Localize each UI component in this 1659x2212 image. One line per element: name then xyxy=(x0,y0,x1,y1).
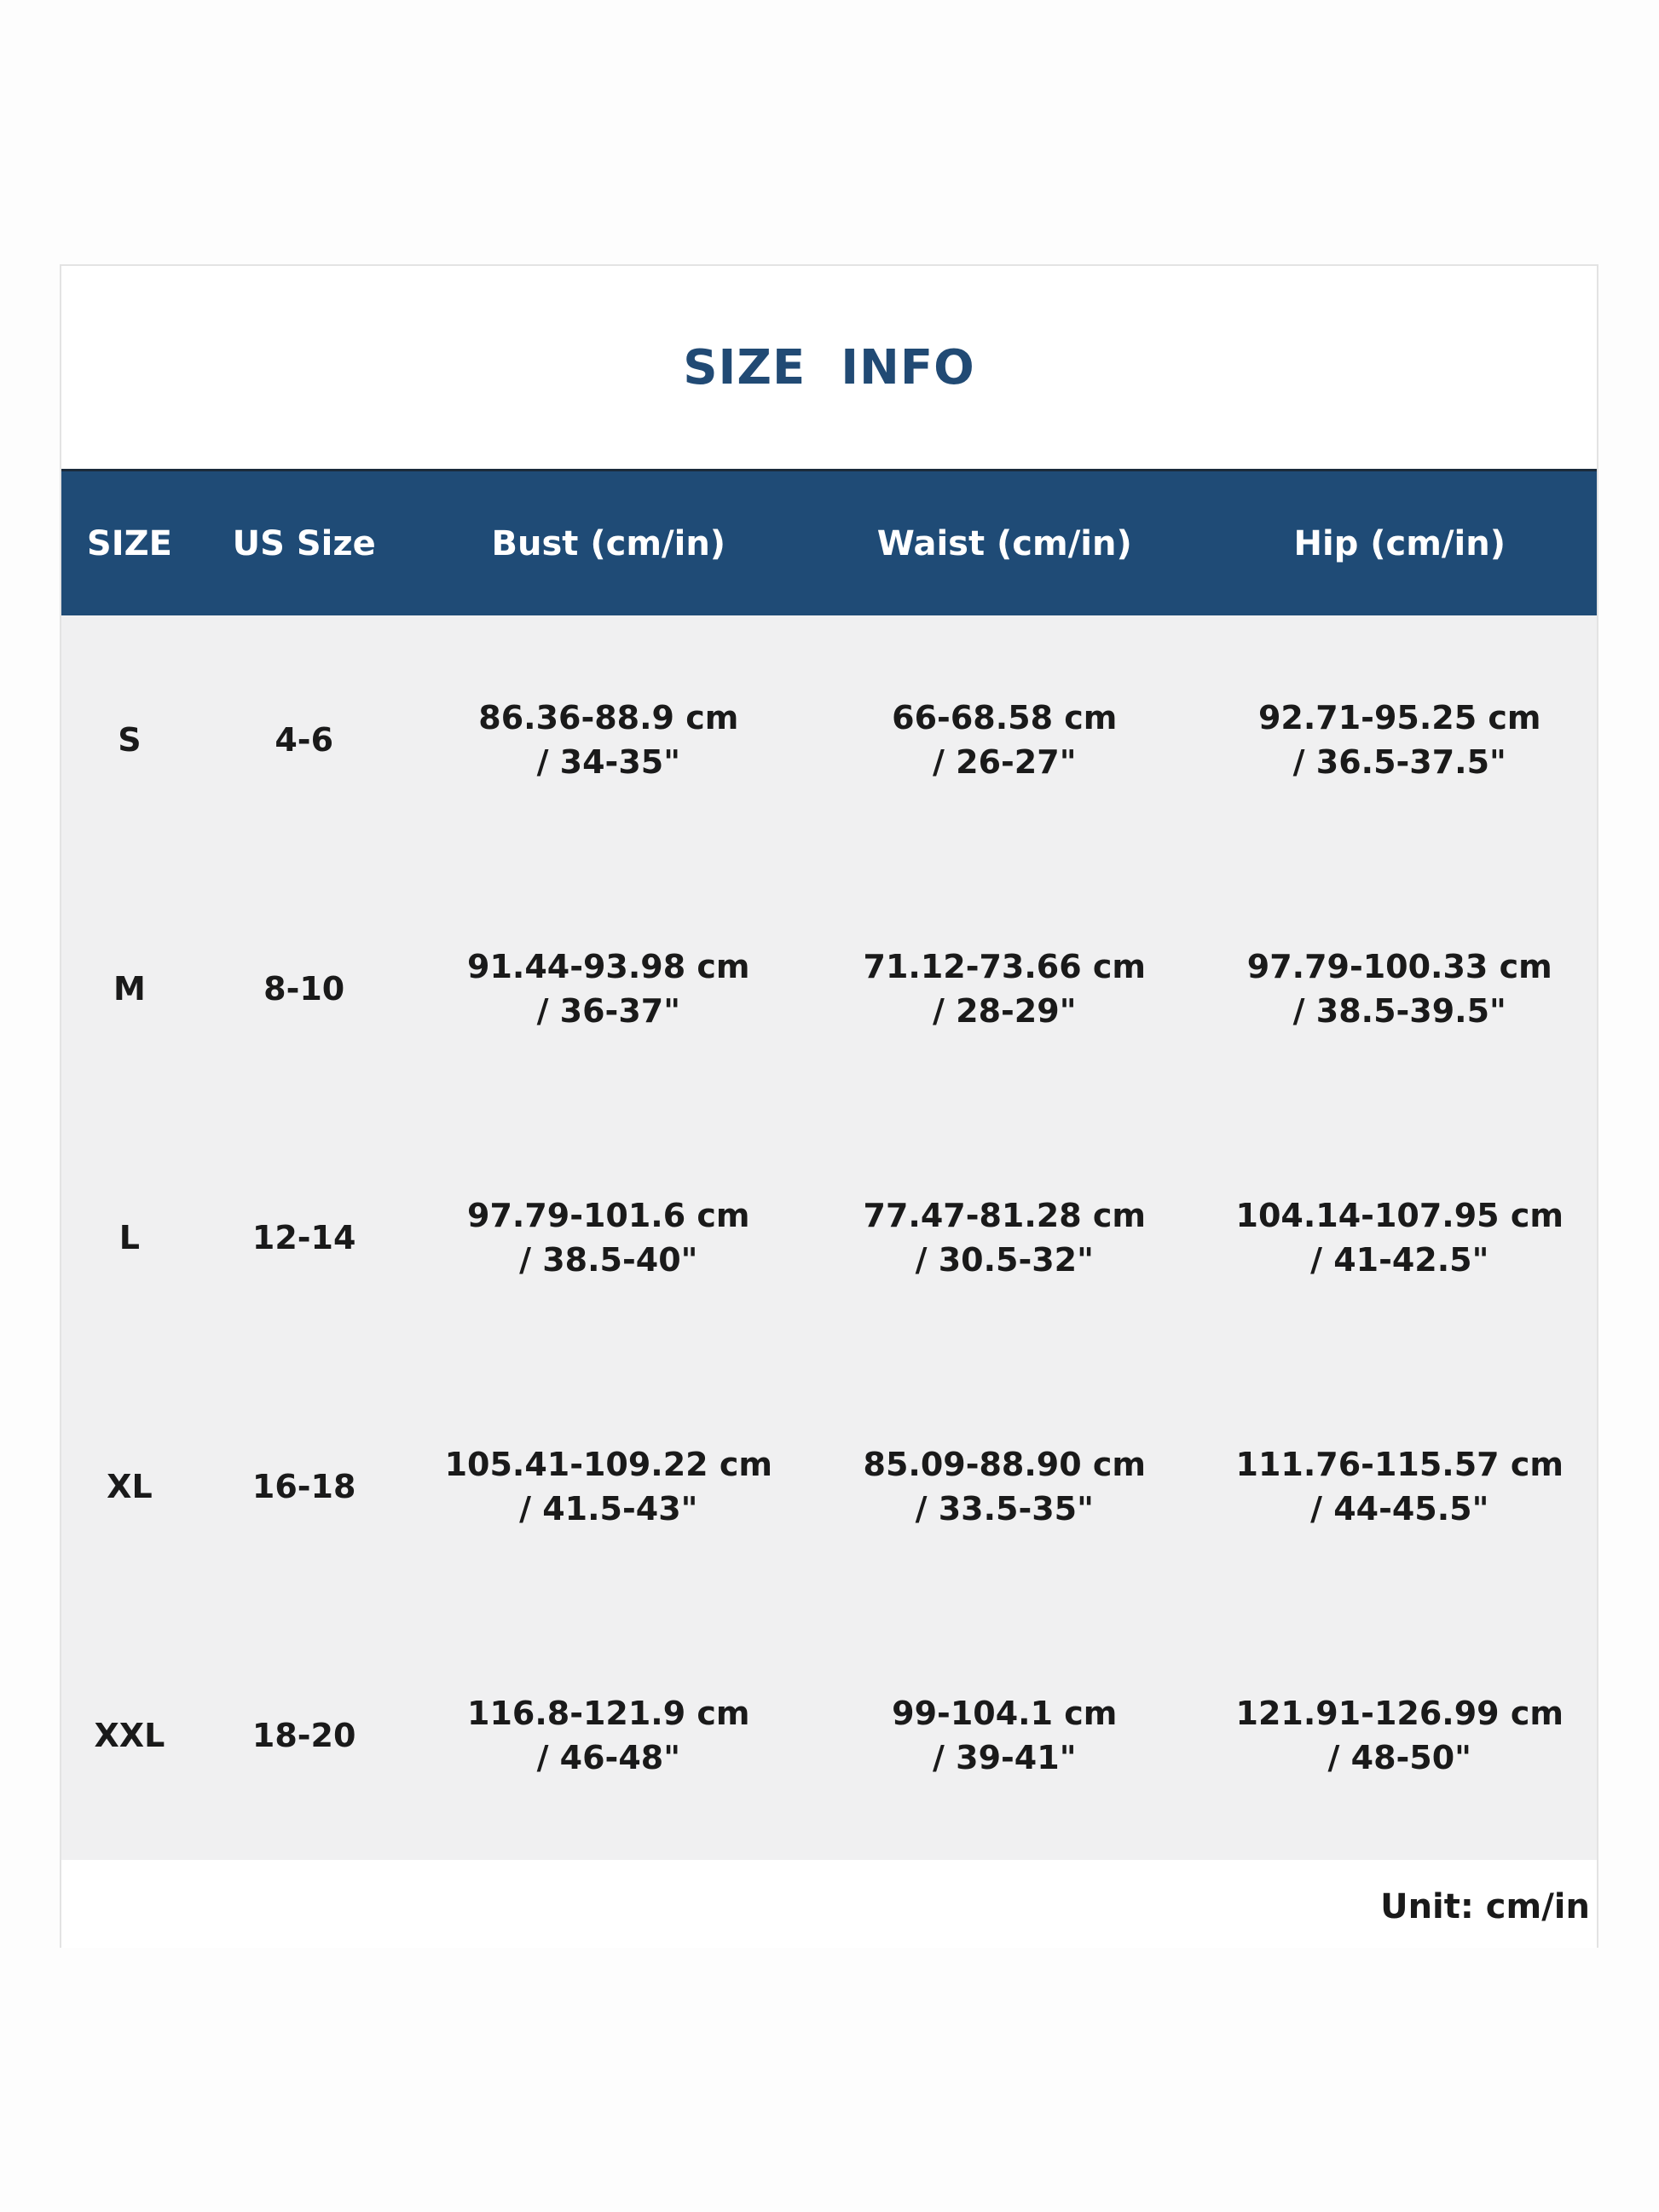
size-cell: L xyxy=(118,1219,141,1256)
hip-cell xyxy=(1203,944,1597,1033)
us-size-cell: 12-14 xyxy=(251,1219,356,1256)
header-waist: Waist (cm/in) xyxy=(876,523,1132,563)
size-table xyxy=(61,469,1597,1860)
bust-cm: 91.44-93.98 cm xyxy=(467,948,750,985)
waist-in: / 28-29" xyxy=(933,992,1077,1030)
waist-in: / 33.5-35" xyxy=(915,1490,1094,1528)
waist-in: / 39-41" xyxy=(933,1739,1077,1776)
bust-cell xyxy=(411,1442,806,1531)
waist-cm: 77.47-81.28 cm xyxy=(863,1197,1147,1234)
us-size-cell: 18-20 xyxy=(251,1717,356,1754)
table-row xyxy=(61,1113,1597,1362)
hip-cell xyxy=(1203,1442,1597,1531)
waist-cell xyxy=(806,1691,1202,1780)
bust-in: / 41.5-43" xyxy=(519,1490,698,1528)
waist-cell xyxy=(806,944,1202,1033)
bust-cell xyxy=(411,1691,806,1780)
bust-in: / 36-37" xyxy=(536,992,681,1030)
header-bust: Bust (cm/in) xyxy=(491,523,726,563)
us-size-cell: 16-18 xyxy=(251,1468,356,1505)
size-info-card xyxy=(60,264,1598,1948)
unit-note: Unit: cm/in xyxy=(1380,1887,1590,1926)
hip-cm: 104.14-107.95 cm xyxy=(1235,1197,1564,1234)
header-us-size: US Size xyxy=(232,523,376,563)
table-row xyxy=(61,1362,1597,1611)
hip-in: / 48-50" xyxy=(1327,1739,1471,1776)
hip-cell xyxy=(1203,1691,1597,1780)
size-table-footer xyxy=(61,1863,1597,1948)
waist-cell xyxy=(806,1193,1202,1282)
hip-cm: 92.71-95.25 cm xyxy=(1257,699,1541,736)
table-row xyxy=(61,615,1597,864)
size-cell: XL xyxy=(107,1468,153,1505)
bust-in: / 46-48" xyxy=(536,1739,681,1776)
hip-cell xyxy=(1203,1193,1597,1282)
bust-cm: 105.41-109.22 cm xyxy=(444,1446,772,1483)
bust-in: / 38.5-40" xyxy=(519,1241,698,1279)
hip-in: / 36.5-37.5" xyxy=(1292,743,1506,781)
hip-in: / 38.5-39.5" xyxy=(1292,992,1506,1030)
size-cell: M xyxy=(113,970,146,1008)
size-cell: XXL xyxy=(94,1717,165,1754)
bust-cell xyxy=(411,944,806,1033)
waist-cm: 99-104.1 cm xyxy=(892,1695,1118,1732)
hip-in: / 41-42.5" xyxy=(1310,1241,1489,1279)
us-size-cell: 8-10 xyxy=(263,970,345,1008)
table-row xyxy=(61,1611,1597,1860)
header-size: SIZE xyxy=(86,523,172,563)
waist-cm: 85.09-88.90 cm xyxy=(863,1446,1147,1483)
size-table-body xyxy=(61,615,1597,1860)
waist-in: / 26-27" xyxy=(933,743,1077,781)
waist-cm: 71.12-73.66 cm xyxy=(863,948,1147,985)
us-size-cell: 4-6 xyxy=(275,721,334,759)
hip-cm: 111.76-115.57 cm xyxy=(1235,1446,1564,1483)
size-info-title: SIZE INFO xyxy=(683,339,975,396)
bust-in: / 34-35" xyxy=(536,743,681,781)
size-cell: S xyxy=(118,721,142,759)
waist-cell xyxy=(806,1442,1202,1531)
size-table-header xyxy=(61,469,1597,615)
hip-in: / 44-45.5" xyxy=(1310,1490,1489,1528)
bust-cell xyxy=(411,696,806,784)
waist-in: / 30.5-32" xyxy=(915,1241,1094,1279)
bust-cm: 97.79-101.6 cm xyxy=(467,1197,750,1234)
bust-cm: 86.36-88.9 cm xyxy=(478,699,739,736)
bust-cm: 116.8-121.9 cm xyxy=(467,1695,750,1732)
waist-cm: 66-68.58 cm xyxy=(892,699,1118,736)
hip-cm: 97.79-100.33 cm xyxy=(1246,948,1552,985)
hip-cm: 121.91-126.99 cm xyxy=(1235,1695,1564,1732)
waist-cell xyxy=(806,696,1202,784)
table-row xyxy=(61,864,1597,1113)
hip-cell xyxy=(1203,696,1597,784)
header-hip: Hip (cm/in) xyxy=(1293,523,1506,563)
bust-cell xyxy=(411,1193,806,1282)
